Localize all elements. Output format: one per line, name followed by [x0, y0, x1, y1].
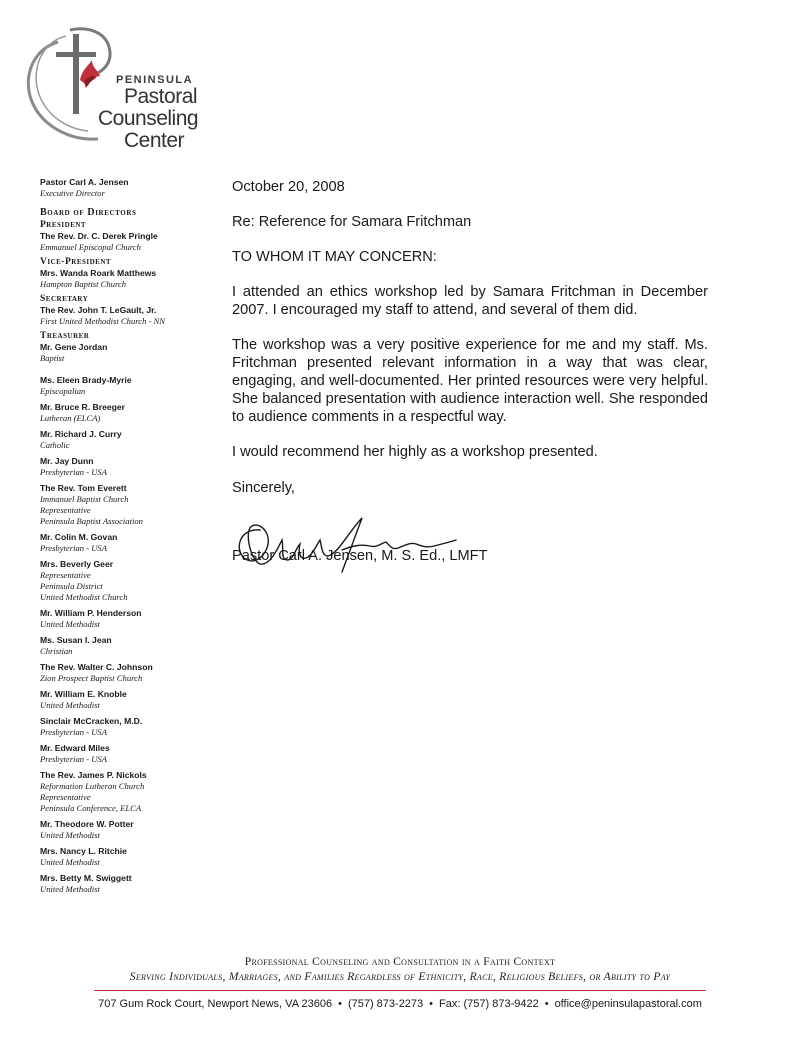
- letter-paragraph: I attended an ethics workshop led by Samara Fritchman in December 2007. I encouraged my staff to attend, and several of them did.: [232, 284, 708, 318]
- board-member: [40, 559, 200, 603]
- member-name: Mr. Bruce R. Breeger: [40, 402, 126, 412]
- member-name: Mr. Edward Miles: [40, 743, 110, 753]
- officer-name: Mr. Gene Jordan: [40, 342, 108, 352]
- officer-vice-president: [40, 257, 200, 290]
- member-affiliation: Lutheran (ELCA): [40, 413, 101, 423]
- member-name: Mr. Colin M. Govan: [40, 532, 118, 542]
- member-affiliation: United Methodist: [40, 619, 100, 629]
- letterhead-footer: [0, 955, 800, 1011]
- logo-text-center: Center: [124, 129, 185, 152]
- separator-dot: •: [338, 998, 342, 1010]
- member-affiliation: United Methodist: [40, 830, 100, 840]
- logo-text-pastoral: Pastoral: [124, 85, 198, 108]
- member-affiliation: United Methodist: [40, 857, 100, 867]
- footer-tagline: Professional Counseling and Consultation in a Faith Context: [244, 956, 556, 968]
- board-member: [40, 873, 200, 895]
- letter-subject: Re: Reference for Samara Fritchman: [232, 214, 472, 230]
- footer-email[interactable]: office@peninsulapastoral.com: [554, 998, 702, 1010]
- logo-text-counseling: Counseling: [98, 107, 199, 130]
- member-affiliation: Presbyterian - USA: [40, 467, 107, 477]
- board-member: [40, 819, 200, 841]
- footer-divider: [94, 990, 706, 991]
- officer-role: President: [40, 220, 87, 230]
- footer-fax: Fax: (757) 873-9422: [439, 998, 539, 1010]
- board-heading: Board of Directors: [40, 207, 137, 218]
- officer-role: Secretary: [40, 294, 89, 304]
- letter-signer: Pastor Carl A. Jensen, M. S. Ed., LMFT: [232, 548, 488, 564]
- footer-contact: [0, 997, 800, 1011]
- board-member: [40, 662, 200, 684]
- member-affiliation: Episcopalian: [40, 386, 86, 396]
- board-member: [40, 402, 200, 424]
- member-name: Ms. Susan I. Jean: [40, 635, 112, 645]
- organization-logo: [18, 22, 218, 157]
- member-name: Mr. William E. Knoble: [40, 689, 127, 699]
- member-name: The Rev. Walter C. Johnson: [40, 662, 153, 672]
- member-affiliation: Representative: [40, 792, 91, 802]
- member-affiliation: Representative: [40, 505, 91, 515]
- board-sidebar: [40, 177, 200, 900]
- member-affiliation: Catholic: [40, 440, 70, 450]
- officer-role: Vice-President: [40, 257, 112, 267]
- member-name: Mrs. Nancy L. Ritchie: [40, 846, 127, 856]
- separator-dot: •: [544, 998, 549, 1010]
- member-name: Sinclair McCracken, M.D.: [40, 716, 143, 726]
- board-member: [40, 770, 200, 814]
- letter-paragraph: I would recommend her highly as a workshop presented.: [232, 444, 598, 460]
- footer-address: 707 Gum Rock Court, Newport News, VA 23606: [98, 998, 333, 1010]
- member-name: Ms. Eleen Brady-Myrie: [40, 375, 132, 385]
- board-members-list: [40, 375, 200, 895]
- member-affiliation: Christian: [40, 646, 73, 656]
- member-name: Mr. Jay Dunn: [40, 456, 94, 466]
- member-affiliation: United Methodist: [40, 884, 100, 894]
- letter-paragraph: The workshop was a very positive experience for me and my staff. Ms. Fritchman presented relevant information in a way that was clear, engaging, and well-documented. Her printed resources were very helpful. She balanced presentation with audience interaction well. She responded to audience comments in a respectful way.: [232, 337, 708, 425]
- board-member: [40, 456, 200, 478]
- board-member: [40, 608, 200, 630]
- footer-phone: (757) 873-2273: [347, 998, 424, 1010]
- member-affiliation: Presbyterian - USA: [40, 727, 107, 737]
- officer-affiliation: First United Methodist Church - NN: [40, 316, 166, 326]
- board-member: [40, 716, 200, 738]
- letter-date: October 20, 2008: [232, 179, 345, 195]
- member-affiliation: Immanuel Baptist Church: [40, 494, 129, 504]
- officer-treasurer: [40, 331, 200, 364]
- director-name: Pastor Carl A. Jensen: [40, 177, 129, 187]
- executive-director-block: [40, 177, 200, 199]
- member-name: Mr. William P. Henderson: [40, 608, 142, 618]
- separator-dot: •: [429, 998, 434, 1010]
- member-name: The Rev. James P. Nickols: [40, 770, 147, 780]
- board-member: [40, 429, 200, 451]
- officer-secretary: [40, 294, 200, 327]
- member-affiliation: Representative: [40, 570, 91, 580]
- logo-text-peninsula: PENINSULA: [116, 74, 194, 86]
- member-affiliation: Presbyterian - USA: [40, 543, 107, 553]
- officer-name: The Rev. Dr. C. Derek Pringle: [40, 231, 158, 241]
- letter-closing: Sincerely,: [232, 480, 295, 496]
- officer-name: The Rev. John T. LeGault, Jr.: [40, 305, 157, 315]
- member-affiliation: Zion Prospect Baptist Church: [40, 673, 143, 683]
- member-affiliation: Presbyterian - USA: [40, 754, 107, 764]
- handwritten-signature: [230, 500, 480, 580]
- member-name: Mr. Richard J. Curry: [40, 429, 122, 439]
- member-affiliation: Peninsula Baptist Association: [40, 516, 143, 526]
- officer-affiliation: Emmanuel Episcopal Church: [40, 242, 141, 252]
- member-affiliation: United Methodist Church: [40, 592, 128, 602]
- member-name: The Rev. Tom Everett: [40, 483, 127, 493]
- officer-affiliation: Hampton Baptist Church: [40, 279, 127, 289]
- officer-role: Treasurer: [40, 331, 90, 341]
- member-name: Mrs. Betty M. Swiggett: [40, 873, 132, 883]
- board-member: [40, 689, 200, 711]
- board-member: [40, 743, 200, 765]
- officer-president: [40, 220, 200, 253]
- footer-mission: Serving Individuals, Marriages, and Families Regardless of Ethnicity, Race, Religious Beliefs, or Ability to Pay: [129, 971, 671, 983]
- letter-salutation: TO WHOM IT MAY CONCERN:: [232, 249, 437, 265]
- board-member: [40, 846, 200, 868]
- member-affiliation: Peninsula District: [40, 581, 103, 591]
- member-affiliation: Peninsula Conference, ELCA: [40, 803, 142, 813]
- board-member: [40, 375, 200, 397]
- member-name: Mr. Theodore W. Potter: [40, 819, 134, 829]
- director-title: Executive Director: [40, 188, 105, 198]
- board-member: [40, 635, 200, 657]
- board-member: [40, 483, 200, 527]
- officer-affiliation: Baptist: [40, 353, 65, 363]
- officer-name: Mrs. Wanda Roark Matthews: [40, 268, 157, 278]
- member-affiliation: Reformation Lutheran Church: [40, 781, 145, 791]
- member-name: Mrs. Beverly Geer: [40, 559, 114, 569]
- member-affiliation: United Methodist: [40, 700, 100, 710]
- board-member: [40, 532, 200, 554]
